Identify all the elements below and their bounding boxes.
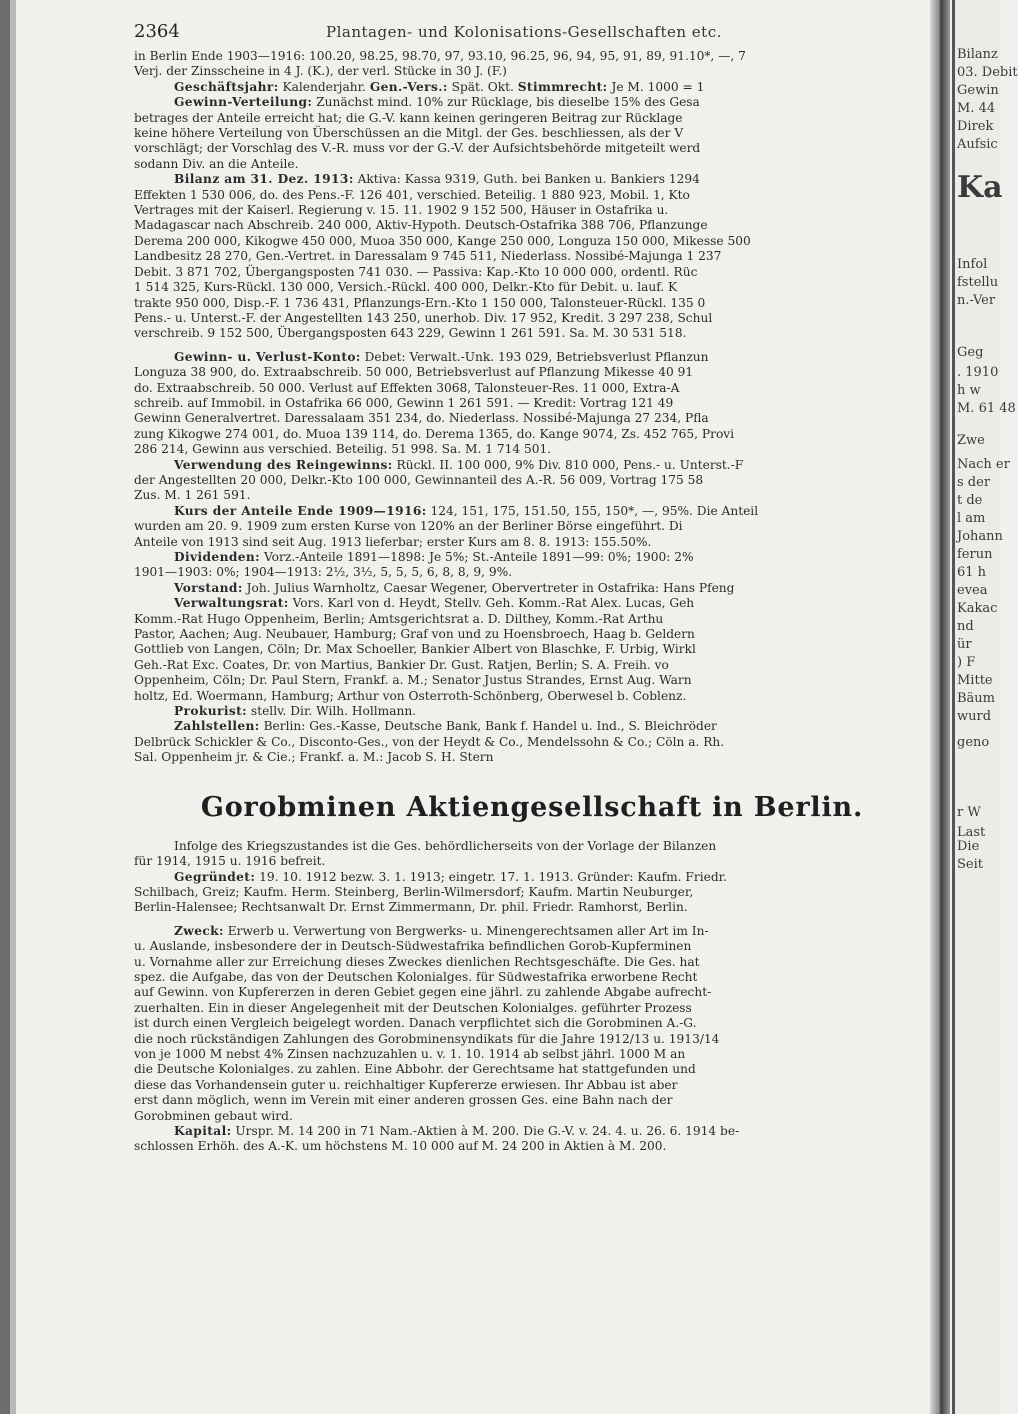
adjacent-page-text: Direk bbox=[957, 119, 994, 134]
section-line: Derema 200 000, Kikogwe 450 000, Muoa 350 000, Kange 250 000, Longuza 150 000, Mikesse 500 bbox=[134, 233, 751, 248]
running-title: Plantagen- und Kolonisations-Gesellschaften etc. bbox=[326, 23, 722, 41]
section-line: keine höhere Verteilung von Überschüssen an die Mitgl. der Ges. beschliessen, als der V bbox=[134, 126, 684, 141]
adjacent-page-text: Kakac bbox=[957, 601, 998, 616]
adjacent-page-text: t de bbox=[957, 493, 983, 508]
section-line: Schilbach, Greiz; Kaufm. Herm. Steinberg, Berlin-Wilmersdorf; Kaufm. Martin Neuburger, bbox=[134, 884, 694, 899]
section-label: Gewinn-Verteilung: bbox=[174, 95, 313, 110]
section-line: schlossen Erhöh. des A.-K. um höchstens M. 10 000 auf M. 24 200 in Aktien à M. 200. bbox=[134, 1139, 667, 1154]
section-first-line bbox=[134, 581, 930, 596]
adjacent-page-text: s der bbox=[957, 475, 991, 490]
adjacent-page-text: Nach er bbox=[957, 457, 1010, 472]
section-line: trakte 950 000, Disp.-F. 1 736 431, Pflanzungs-Ern.-Kto 1 150 000, Talonsteuer-Rückl. 135 0 bbox=[134, 295, 706, 310]
page-number: 2364 bbox=[134, 21, 180, 42]
adjacent-page-text: Bilanz bbox=[957, 47, 998, 62]
section-line: der Angestellten 20 000, Delkr.-Kto 100 000, Gewinnanteil des A.-R. 56 009, Vortrag 175 58 bbox=[134, 472, 704, 487]
section-line: Zus. M. 1 261 591. bbox=[134, 488, 251, 503]
section-line: zung Kikogwe 274 001, do. Muoa 139 114, do. Derema 1365, do. Kange 9074, Zs. 452 765, Provi bbox=[134, 426, 735, 441]
section-line: Gewinn Generalvertret. Daressalaam 351 234, do. Niederlass. Nossibé-Majunga 27 234, Pfla bbox=[134, 411, 709, 426]
section-first-line bbox=[134, 458, 930, 473]
section-first-text: stellv. Dir. Wilh. Hollmann. bbox=[247, 704, 417, 719]
adjacent-page-text: Mitte bbox=[957, 673, 993, 688]
section-first-text: Vorz.-Anteile 1891—1898: Je 5%; St.-Anteile 1891—99: 0%; 1900: 2% bbox=[260, 550, 694, 564]
section-line: zuerhalten. Ein in dieser Angelegenheit mit der Deutschen Kolonialges. geführter Prozess bbox=[134, 1000, 692, 1015]
section-line: do. Extraabschreib. 50 000. Verlust auf Effekten 3068, Talonsteuer-Res. 11 000, Extra-A bbox=[134, 380, 680, 395]
section-line: vorschlägt; der Vorschlag des V.-R. muss vor der G.-V. der Aufsichtsbehörde mitgeteilt werd bbox=[134, 141, 701, 156]
adjacent-page-text: wurd bbox=[957, 709, 992, 724]
guv-section bbox=[134, 350, 930, 458]
section-line: Landbesitz 28 270, Gen.-Vertret. in Daressalam 9 745 511, Niederlass. Nossibé-Majunga 1 237 bbox=[134, 249, 722, 264]
adjacent-page-text: nd bbox=[957, 619, 974, 634]
section-first-text: Infolge des Kriegszustandes ist die Ges. behördlicherseits von der Vorlage der Bilanzen bbox=[174, 838, 717, 853]
adjacent-page-text: fstellu bbox=[957, 275, 999, 290]
section-first-line bbox=[134, 839, 930, 854]
section-line: diese das Vorhandensein guter u. reichhaltiger Kupfererze erwiesen. Ihr Abbau ist aber bbox=[134, 1077, 678, 1092]
section-line: Pens.- u. Unterst.-F. der Angestellten 143 250, unerhob. Div. 17 952, Kredit. 3 297 238, Schul bbox=[134, 310, 713, 325]
section-line: spez. die Aufgabe, das von der Deutschen Kolonialges. für Südwestafrika erworbene Recht bbox=[134, 969, 698, 984]
adjacent-page-text: Last bbox=[957, 825, 986, 840]
section-label: Zweck: bbox=[174, 923, 224, 938]
section-line: Geh.-Rat Exc. Coates, Dr. von Martius, Bankier Dr. Gust. Ratjen, Berlin; S. A. Freih. vo bbox=[134, 657, 669, 672]
section-line: Madagascar nach Abschreib. 240 000, Aktiv-Hypoth. Deutsch-Ostafrika 388 706, Pflanzunge bbox=[134, 218, 708, 233]
section-first-line bbox=[134, 172, 930, 187]
company-title: Gorobminen Aktiengesellschaft in Berlin. bbox=[200, 791, 864, 823]
section-line: betrages der Anteile erreicht hat; die G.-V. kann keinen geringeren Beitrag zur Rücklage bbox=[134, 110, 683, 125]
section-line: ist durch einen Vergleich beigelegt worden. Danach verpflichtet sich die Gorobminen A.-G. bbox=[134, 1016, 697, 1031]
gen-vers-label: Gen.-Vers.: bbox=[369, 79, 448, 94]
section-label: Verwaltungsrat: bbox=[174, 596, 289, 611]
section-line: Sal. Oppenheim jr. & Cie.; Frankf. a. M.: Jacob S. H. Stern bbox=[134, 750, 494, 765]
adjacent-page-text: ür bbox=[957, 637, 972, 652]
gen-vers-text: Spät. Okt. bbox=[447, 79, 518, 94]
section-line: Pastor, Aachen; Aug. Neubauer, Hamburg; Graf von und zu Hoensbroech, Haag b. Geldern bbox=[134, 627, 695, 642]
section-line: Oppenheim, Cöln; Dr. Paul Stern, Frankf. a. M.; Senator Justus Strandes, Ernst Aug. Warn bbox=[134, 673, 692, 688]
kurs-section bbox=[134, 504, 930, 550]
section-label: Zahlstellen: bbox=[174, 719, 260, 734]
infolge-section bbox=[134, 839, 930, 870]
intro-lines bbox=[134, 49, 930, 80]
adjacent-page-text: ferun bbox=[957, 547, 993, 562]
section-first-line bbox=[134, 596, 930, 611]
book-spine-edge bbox=[10, 0, 16, 1414]
section-label: Gewinn- u. Verlust-Konto: bbox=[174, 349, 361, 364]
section-line: erst dann möglich, wenn im Verein mit einer anderen grossen Ges. eine Bahn nach der bbox=[134, 1093, 673, 1108]
section-label: Vorstand: bbox=[174, 580, 243, 595]
section-line: schreib. auf Immobil. in Ostafrika 66 000, Gewinn 1 261 591. — Kredit: Vortrag 121 49 bbox=[134, 395, 674, 410]
section-first-line bbox=[134, 95, 930, 110]
bilanz-section bbox=[134, 172, 930, 341]
intro-line: Verj. der Zinsscheine in 4 J. (K.), der verl. Stücke in 30 J. (F.) bbox=[134, 64, 507, 79]
section-line: Debit. 3 871 702, Übergangsposten 741 030. — Passiva: Kap.-Kto 10 000 000, ordentl. Rüc bbox=[134, 264, 698, 279]
prokurist-section bbox=[134, 704, 930, 719]
section-line: Anteile von 1913 sind seit Aug. 1913 lieferbar; erster Kurs am 8. 8. 1913: 155.50%. bbox=[134, 534, 652, 549]
section-label: Dividenden: bbox=[174, 550, 261, 564]
gewinn-verteilung-section bbox=[134, 95, 930, 172]
section-first-text: 124, 151, 175, 151.50, 155, 150*, —, 95%. Die Anteil bbox=[426, 503, 759, 518]
section-line: Komm.-Rat Hugo Oppenheim, Berlin; Amtsgerichtsrat a. D. Dilthey, Komm.-Rat Arthu bbox=[134, 611, 664, 626]
verwaltungsrat-section bbox=[134, 596, 930, 704]
section-first-text: 19. 10. 1912 bezw. 3. 1. 1913; eingetr. 17. 1. 1913. Gründer: Kaufm. Friedr. bbox=[255, 869, 727, 884]
section-label: Verwendung des Reingewinns: bbox=[174, 457, 393, 472]
section-line: 1 514 325, Kurs-Rückl. 130 000, Versich.-Rückl. 400 000, Delkr.-Kto für Debit. u. lauf. K bbox=[134, 280, 678, 295]
stimmrecht-text: Je M. 1000 = 1 bbox=[607, 79, 705, 94]
section-line: holtz, Ed. Woermann, Hamburg; Arthur von Osterroth-Schönberg, Oberwesel b. Coblenz. bbox=[134, 688, 687, 703]
adjacent-page-text: geno bbox=[957, 735, 990, 750]
stimmrecht-label: Stimmrecht: bbox=[517, 79, 608, 94]
section-line: Gottlieb von Langen, Cöln; Dr. Max Schoeller, Bankier Albert von Blaschke, F. Urbig, Wirkl bbox=[134, 642, 696, 657]
section-line: 1901—1903: 0%; 1904—1913: 2½, 3½, 5, 5, 5, 6, 8, 8, 9, 9%. bbox=[134, 565, 513, 580]
vorstand-section bbox=[134, 581, 930, 596]
section-label: Gegründet: bbox=[174, 869, 256, 884]
adjacent-page-text: Infol bbox=[957, 257, 988, 272]
adjacent-page-text: h w bbox=[957, 383, 981, 398]
section-line: die noch rückständigen Zahlungen des Gorobminensyndikats für die Jahre 1912/13 u. 1913/14 bbox=[134, 1031, 720, 1046]
geschaeftsjahr-text: Kalenderjahr. bbox=[278, 79, 370, 94]
adjacent-page-text: Zwe bbox=[957, 433, 985, 448]
section-label: Prokurist: bbox=[174, 704, 248, 719]
section-line: wurden am 20. 9. 1909 zum ersten Kurse von 120% an der Berliner Börse eingeführt. Di bbox=[134, 519, 683, 534]
adjacent-page-text: Seit bbox=[957, 857, 983, 872]
adjacent-page-text: 03. Debit bbox=[957, 65, 1018, 80]
section-first-line bbox=[134, 870, 930, 885]
section-first-line bbox=[134, 704, 930, 719]
section-first-text: Vors. Karl von d. Heydt, Stellv. Geh. Komm.-Rat Alex. Lucas, Geh bbox=[288, 596, 695, 611]
section-line: Vertrages mit der Kaiserl. Regierung v. 15. 11. 1902 9 152 500, Häuser in Ostafrika u. bbox=[134, 203, 669, 218]
page-header bbox=[134, 15, 930, 49]
zweck-section bbox=[134, 924, 930, 1124]
adjacent-page-text: evea bbox=[957, 583, 988, 598]
book-spine-shadow bbox=[0, 0, 10, 1414]
adjacent-page-text: Johann bbox=[957, 529, 1003, 544]
section-first-text: Erwerb u. Verwertung von Bergwerks- u. Minengerechtsamen aller Art im In- bbox=[223, 923, 709, 938]
adjacent-page-text: Aufsic bbox=[957, 137, 998, 152]
section-first-line bbox=[134, 350, 930, 365]
adjacent-page-text: Geg bbox=[957, 345, 984, 360]
dividenden-section bbox=[134, 550, 930, 581]
page-gutter bbox=[930, 0, 950, 1414]
section-first-text: Debet: Verwalt.-Unk. 193 029, Betriebsverlust Pflanzun bbox=[360, 349, 709, 364]
section-line: für 1914, 1915 u. 1916 befreit. bbox=[134, 854, 326, 869]
section-first-line bbox=[134, 924, 930, 939]
section-first-text: Rückl. II. 100 000, 9% Div. 810 000, Pens.- u. Unterst.-F bbox=[392, 457, 744, 472]
section-label: Bilanz am 31. Dez. 1913: bbox=[174, 172, 354, 187]
section-first-line bbox=[134, 719, 930, 734]
adjacent-page-text: l am bbox=[957, 511, 986, 526]
section-line: von je 1000 M nebst 4% Zinsen nachzuzahlen u. v. 1. 10. 1914 ab selbst jährl. 1000 M an bbox=[134, 1046, 686, 1061]
section-label: Kurs der Anteile Ende 1909—1916: bbox=[174, 503, 427, 518]
geschaeftsjahr-section bbox=[134, 80, 930, 95]
section-line: Berlin-Halensee; Rechtsanwalt Dr. Ernst Zimmermann, Dr. phil. Friedr. Ramhorst, Berlin. bbox=[134, 900, 688, 915]
section-first-text: Urspr. M. 14 200 in 71 Nam.-Aktien à M. 200. Die G.-V. v. 24. 4. u. 26. 6. 1914 be- bbox=[231, 1124, 740, 1138]
adjacent-page-text: Ka bbox=[957, 170, 1003, 205]
intro-line: in Berlin Ende 1903—1916: 100.20, 98.25, 98.70, 97, 93.10, 96.25, 96, 94, 95, 91, 89, 91.10*, —, 7 bbox=[134, 49, 746, 63]
section-first-text: Aktiva: Kassa 9319, Guth. bei Banken u. Bankiers 1294 bbox=[353, 172, 700, 187]
verwendung-section bbox=[134, 458, 930, 504]
geschaeftsjahr-label: Geschäftsjahr: bbox=[174, 79, 279, 94]
adjacent-page-text: r W bbox=[957, 805, 981, 820]
section-line: die Deutsche Kolonialges. zu zahlen. Eine Abbohr. der Gerechtsame hat stattgefunden und bbox=[134, 1062, 696, 1077]
section-line: auf Gewinn. von Kupfererzen in deren Gebiet gegen eine jährl. zu zahlende Abgabe aufrecht- bbox=[134, 985, 712, 1000]
section-first-line bbox=[134, 504, 930, 519]
adjacent-page-text: M. 44 bbox=[957, 101, 996, 116]
adjacent-page-fragment bbox=[955, 0, 1018, 1414]
adjacent-page-text: ) F bbox=[957, 655, 976, 670]
adjacent-page-text: Die bbox=[957, 839, 980, 854]
adjacent-page-text: 61 h bbox=[957, 565, 987, 580]
section-line: Effekten 1 530 006, do. des Pens.-F. 126 401, verschied. Beteilig. 1 880 923, Mobil. 1, Kto bbox=[134, 187, 690, 202]
section-line: verschreib. 9 152 500, Übergangsposten 643 229, Gewinn 1 261 591. Sa. M. 30 531 518. bbox=[134, 326, 687, 341]
section-line: u. Auslande, insbesondere der in Deutsch-Südwestafrika befindlichen Gorob-Kupferminen bbox=[134, 939, 692, 954]
section-line: u. Vornahme aller zur Erreichung dieses Zweckes dienlichen Rechtsgeschäfte. Die Ges. hat bbox=[134, 954, 700, 969]
section-line: Gorobminen gebaut wird. bbox=[134, 1108, 293, 1123]
page-body bbox=[134, 15, 930, 1410]
adjacent-page-text: . 1910 bbox=[957, 365, 999, 380]
adjacent-page-text: Gewin bbox=[957, 83, 999, 98]
adjacent-page-text: M. 61 48 bbox=[957, 401, 1016, 416]
kapital-section bbox=[134, 1124, 930, 1155]
section-line: Delbrück Schickler & Co., Disconto-Ges., von der Heydt & Co., Mendelssohn & Co.; Cöln a. Rh. bbox=[134, 734, 725, 749]
section-first-text: Berlin: Ges.-Kasse, Deutsche Bank, Bank f. Handel u. Ind., S. Bleichröder bbox=[259, 719, 717, 734]
section-first-text: Zunächst mind. 10% zur Rücklage, bis dieselbe 15% des Gesa bbox=[312, 95, 700, 110]
adjacent-page-text: n.-Ver bbox=[957, 293, 996, 308]
gegruendet-section bbox=[134, 870, 930, 916]
section-label: Kapital: bbox=[174, 1124, 232, 1138]
section-first-text: Joh. Julius Warnholtz, Caesar Wegener, Obervertreter in Ostafrika: Hans Pfeng bbox=[242, 580, 735, 595]
zahlstellen-section bbox=[134, 719, 930, 765]
section-first-line bbox=[134, 550, 930, 565]
section-line: sodann Div. an die Anteile. bbox=[134, 156, 299, 171]
section-line: Longuza 38 900, do. Extraabschreib. 50 000, Betriebsverlust auf Pflanzung Mikesse 40 91 bbox=[134, 365, 694, 380]
section-line: 286 214, Gewinn aus verschied. Beteilig. 51 998. Sa. M. 1 714 501. bbox=[134, 442, 552, 457]
adjacent-page-text: Bäum bbox=[957, 691, 996, 706]
section-first-line bbox=[134, 1124, 930, 1139]
